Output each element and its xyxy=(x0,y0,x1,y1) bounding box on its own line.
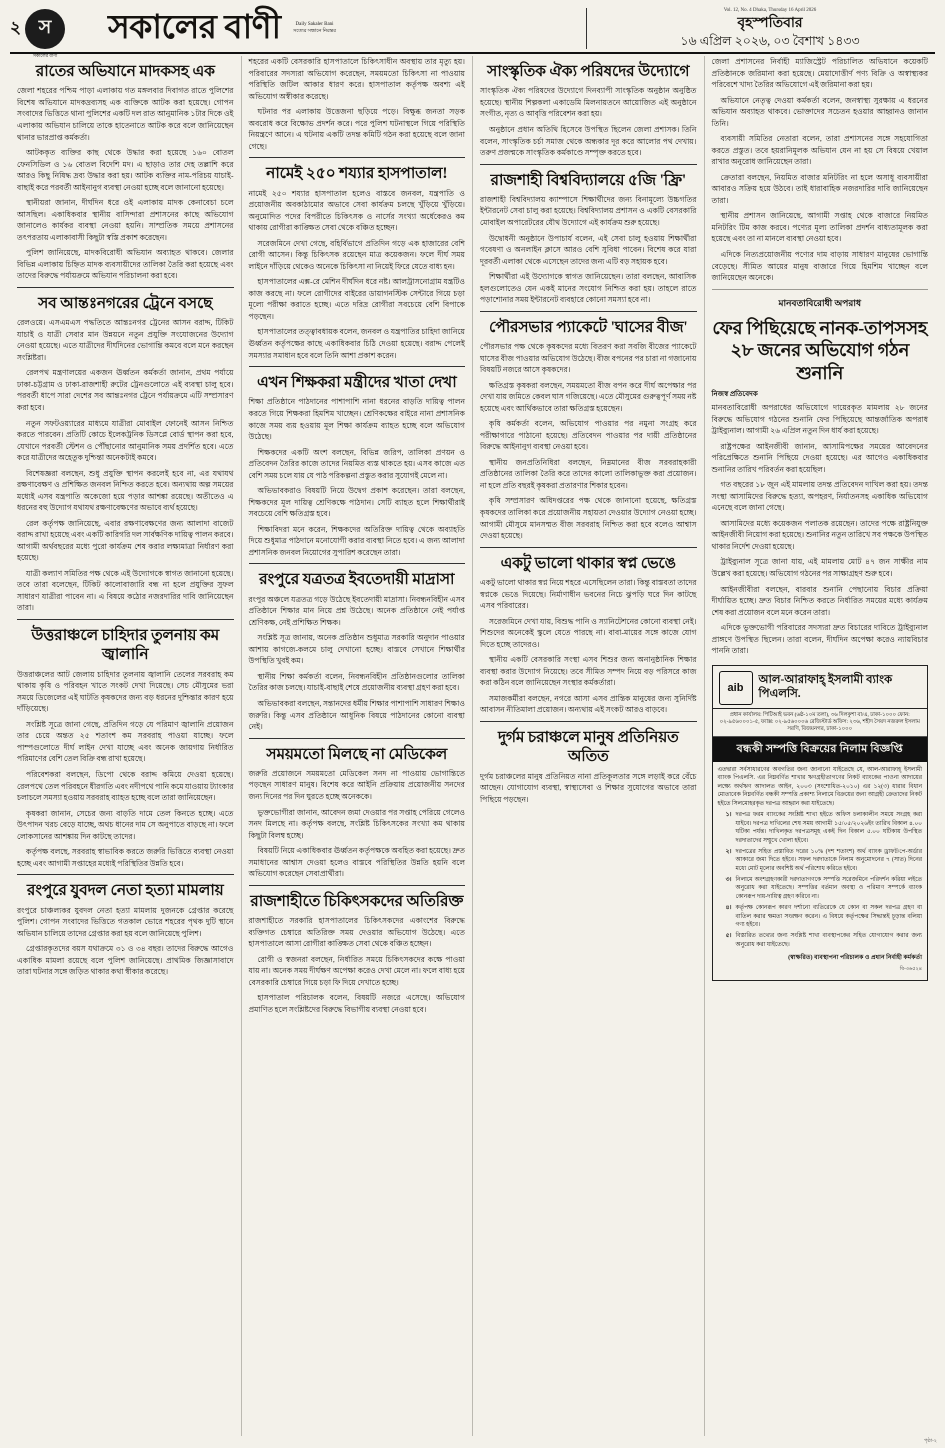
article xyxy=(480,554,697,716)
article-headline: সব আন্তঃনগরের ট্রেনে বসছে xyxy=(38,294,213,312)
article-paragraph: রাজশাহী বিশ্ববিদ্যালয় ক্যাম্পাসে শিক্ষার্থীদের জন্য বিনামূল্যে উচ্চগতির ইন্টারনেট সেবা চালু করা হয়েছে। বিশ্ববিদ্যালয় প্রশাসন ও একটি বেসরকারি মোবাইল অপারেটরের যৌথ উদ্যোগে এই কার্যক্রম শুরু হয়েছে। xyxy=(480,194,697,227)
ad-title: বন্ধকী সম্পত্তি বিক্রয়ের নিলাম বিজ্ঞপ্তি xyxy=(713,737,928,762)
tagline-english: Daily Sakaler Bani xyxy=(295,22,334,27)
article-paragraph: রেল কর্তৃপক্ষ জানিয়েছে, এবার রক্ষণাবেক্ষণের জন্য আলাদা বাজেট বরাদ্দ রাখা হয়েছে এবং একটি কারিগরি দল সার্বক্ষণিক দায়িত্ব পালন করবে। আগামী অর্থবছরের মধ্যে পুরো কার্যক্রম শেষ করার লক্ষ্যমাত্রা নির্ধারণ করা হয়েছে। xyxy=(17,518,234,563)
article-paragraph: সমাজকর্মীরা বলছেন, নগরে আসা এসব প্রান্তিক মানুষের জন্য সুনির্দিষ্ট আবাসন নীতিমালা প্রয়োজন। অন্যথায় এই সংকট আরও বাড়বে। xyxy=(480,693,697,715)
masthead-date: ১৬ এপ্রিল ২০২৬, ০৩ বৈশাখ ১৪৩৩ xyxy=(680,33,860,48)
divider xyxy=(480,547,697,548)
article-paragraph: কৃষি কর্মকর্তা বলেন, অভিযোগ পাওয়ার পর নমুনা সংগ্রহ করে পরীক্ষাগারে পাঠানো হয়েছে। প্রতিবেদন পাওয়ার পর দায়ী প্রতিষ্ঠানের বিরুদ্ধে আইনানুগ ব্যবস্থা নেওয়া হবে। xyxy=(480,419,697,452)
masthead-left xyxy=(10,9,88,58)
bank-logo-icon: aib xyxy=(719,671,753,705)
list-item xyxy=(718,904,923,929)
article-paragraph: স্থানীয় প্রশাসন জানিয়েছে, আগামী সপ্তাহ থেকে বাজারে নিয়মিত মনিটরিং টিম কাজ করবে। পণ্যের মূল্য তালিকা প্রদর্শন বাধ্যতামূলক করা হয়েছে এবং তা না মানলে ব্যবস্থা নেওয়া হবে। xyxy=(711,211,928,244)
newspaper-logo-icon xyxy=(25,9,65,58)
ad-signature: (স্বাক্ষরিত) ব্যবস্থাপনা পরিচালক ও প্রধান নির্বাহী কর্মকর্তা xyxy=(788,954,922,962)
article-paragraph: রাজশাহীতে সরকারি হাসপাতালের চিকিৎসকদের একাংশের বিরুদ্ধে ব্যক্তিগত চেম্বারে অতিরিক্ত সময় দেওয়ার অভিযোগ উঠেছে। এতে হাসপাতালে আসা রোগীরা কাঙ্ক্ষিত সেবা থেকে বঞ্চিত হচ্ছেন। xyxy=(248,916,465,949)
article-byline: নিজস্ব প্রতিবেদক xyxy=(711,390,758,399)
article xyxy=(249,164,466,361)
divider xyxy=(249,885,466,886)
article-paragraph: সংশ্লিষ্ট সূত্র জানায়, অনেক প্রতিষ্ঠান শুধুমাত্র সরকারি অনুদান পাওয়ার আশায় কাগজে-কলমে চালু দেখানো হচ্ছে। বাস্তবে সেখানে শিক্ষার্থীর উপস্থিতি খুবই কম। xyxy=(248,633,465,666)
article-paragraph: নামেই ২৫০ শয্যার হাসপাতাল হলেও বাস্তবে জনবল, যন্ত্রপাতি ও প্রয়োজনীয় অবকাঠামোর অভাবে সেবা কার্যক্রম চলছে খুঁড়িয়ে খুঁড়িয়ে। অনুমোদিত পদের বিপরীতে চিকিৎসক ও নার্সের সংখ্যা অর্ধেকেরও কম থাকায় রোগীরা কাঙ্ক্ষিত সেবা থেকে বঞ্চিত হচ্ছেন। xyxy=(248,188,465,233)
masthead-english-line: Vol. 12, No. 4 Dhaka, Thursday 16 April 2026 xyxy=(723,8,817,14)
ad-code: বি-৩৬৫২৪ xyxy=(899,966,922,972)
divider xyxy=(480,721,697,722)
list-item xyxy=(718,848,923,873)
article xyxy=(17,881,234,978)
article-paragraph: মানবতাবিরোধী অপরাধের অভিযোগে দায়েরকৃত মামলায় ২৮ জনের বিরুদ্ধে অভিযোগ গঠনের শুনানি ফের পিছিয়েছে আন্তর্জাতিক অপরাধ ট্রাইব্যুনাল। আগামী ২৬ এপ্রিল নতুন দিন ধার্য করা হয়েছে। xyxy=(711,403,928,436)
auction-advertisement xyxy=(712,665,929,981)
article-paragraph: রোগী ও স্বজনরা বলছেন, নির্ধারিত সময়ে চিকিৎসকদের কক্ষে পাওয়া যায় না। অনেক সময় দীর্ঘক্ষণ অপেক্ষা করেও দেখা মেলে না। ফলে বাধ্য হয়ে বেসরকারি চেম্বারে গিয়ে চড়া ফি দিয়ে দেখাতে হচ্ছে। xyxy=(248,954,465,987)
divider xyxy=(712,289,929,290)
article-paragraph: সাংস্কৃতিক ঐক্য পরিষদের উদ্যোগে দিনব্যাপী সাংস্কৃতিক অনুষ্ঠান অনুষ্ঠিত হয়েছে। স্থানীয় শিল্পকলা একাডেমি মিলনায়তনে আয়োজিত এই অনুষ্ঠানে সংগীত, নৃত্য ও আবৃত্তি পরিবেশন করা হয়। xyxy=(480,86,697,119)
page-number: ২ xyxy=(10,17,22,37)
item-text: নিলামে অংশগ্রহণকারী দরদাতাগণকে সম্পত্তি সরেজমিনে পরিদর্শন করিয়া লইতে অনুরোধ করা যাইতেছে। সম্পত্তির বর্তমান অবস্থা ও পরিমাণ সম্পর্কে ব্যাংক কোনরূপ দায়-দায়িত্ব গ্রহণ করিবে না। xyxy=(735,877,922,900)
article xyxy=(480,171,697,306)
divider xyxy=(17,287,234,288)
ad-header xyxy=(713,666,928,709)
article-paragraph: জেলা শহরের পশ্চিম পাড়া এলাকায় গত মঙ্গলবার দিবাগত রাতে পুলিশের বিশেষ অভিযানে মাদকদ্রব্যসহ এক ব্যক্তিকে আটক করা হয়েছে। গোপন সংবাদের ভিত্তিতে থানা পুলিশের একটি দল রাত আনুমানিক ১টার দিকে ওই এলাকায় অভিযান চালিয়ে তাকে হাতেনাতে আটক করে বলে জানিয়েছেন থানার ভারপ্রাপ্ত কর্মকর্তা। xyxy=(17,86,234,142)
masthead-day: বৃহস্পতিবার xyxy=(737,16,803,32)
article-paragraph: বিশেষজ্ঞরা বলছেন, শুধু প্রযুক্তি স্থাপন করলেই হবে না, এর যথাযথ রক্ষণাবেক্ষণ ও প্রশিক্ষিত জনবল নিশ্চিত করতে হবে। অন্যথায় অল্প সময়ের মধ্যেই এসব যন্ত্রপাতি অকেজো হয়ে পড়ার আশঙ্কা রয়েছে। অতীতেও এ ধরনের বহু উদ্যোগ যথাযথ রক্ষণাবেক্ষণের অভাবে ব্যর্থ হয়েছে। xyxy=(17,468,234,513)
article-paragraph: গত বছরের ১৮ জুন এই মামলায় তদন্ত প্রতিবেদন দাখিল করা হয়। তদন্ত সংস্থা আসামিদের বিরুদ্ধে হত্যা, অপহরণ, নির্যাতনসহ একাধিক অভিযোগ এনেছে বলে জানা গেছে। xyxy=(711,480,928,513)
article-paragraph: শিক্ষকদের একটি অংশ বলছেন, বিভিন্ন জরিপ, তালিকা প্রণয়ন ও প্রতিবেদন তৈরির কাজে তাদের নিয়মিত ব্যস্ত থাকতে হয়। এসব কাজে এত বেশি সময় চলে যায় যে পাঠ পরিকল্পনা প্রস্তুত করার সুযোগই মেলে না। xyxy=(248,447,465,480)
item-number: ২। xyxy=(725,848,732,855)
article-headline: পৌরসভার প্যাকেটে 'ঘাসের বীজ' xyxy=(489,318,688,336)
article-paragraph: এদিকে ভুক্তভোগী পরিবারের সদস্যরা দ্রুত বিচারের দাবিতে ট্রাইব্যুনাল প্রাঙ্গণে উপস্থিত ছিলেন। তারা বলেন, দীর্ঘদিন অপেক্ষা করেও ন্যায়বিচার পাননি তারা। xyxy=(711,623,928,656)
article-continuation xyxy=(249,56,466,152)
page-columns xyxy=(10,56,935,1436)
article-paragraph: কৃষি সম্প্রসারণ অধিদপ্তরের পক্ষ থেকে জানানো হয়েছে, ক্ষতিগ্রস্ত কৃষকদের তালিকা করে প্রয়োজনীয় সহায়তা দেওয়ার উদ্যোগ নেওয়া হচ্ছে। আগামী মৌসুমে মানসম্মত বীজ সরবরাহ নিশ্চিত করা হবে বলেও আশ্বাস দেওয়া হয়েছে। xyxy=(480,496,697,541)
article-paragraph: আটককৃত ব্যক্তির কাছ থেকে উদ্ধার করা হয়েছে ১৬০ বোতল ফেনসিডিল ও ১৬ বোতল বিদেশি মদ। এ ছাড়াও তার দেহ তল্লাশি করে আরও কিছু নিষিদ্ধ দ্রব্য উদ্ধার করা হয়। আটক ব্যক্তির নাম-পরিচয় যাচাই-বাছাই করে পরবর্তী আইনানুগ ব্যবস্থা নেওয়া হচ্ছে বলে জানানো হয়েছে। xyxy=(17,148,234,192)
masthead-center xyxy=(88,12,586,45)
article-headline: রংপুরে যত্রতত্র ইবতেদায়ী মাদ্রাসা xyxy=(259,571,455,589)
article xyxy=(480,62,697,159)
article-paragraph: দুর্গম চরাঞ্চলের মানুষ প্রতিনিয়ত নানা প্রতিকূলতার সঙ্গে লড়াই করে বেঁচে আছেন। যোগাযোগ ব্যবস্থা, স্বাস্থ্যসেবা ও শিক্ষার সুযোগের অভাবে তারা পিছিয়ে পড়ছেন। xyxy=(480,771,697,804)
masthead-date-block xyxy=(586,8,935,49)
article-paragraph: গ্রেপ্তারকৃতদের বয়স যথাক্রমে ৩১ ও ৩৪ বছর। তাদের বিরুদ্ধে আগেও একাধিক মামলা রয়েছে বলে পুলিশ জানিয়েছে। প্রাথমিক জিজ্ঞাসাবাদে তারা ঘটনার সঙ্গে জড়িত থাকার কথা স্বীকার করেছে। xyxy=(17,944,234,977)
article xyxy=(17,62,234,282)
article xyxy=(249,373,466,558)
logo-letter: স xyxy=(38,16,52,38)
article-headline: সময়মতো মিলছে না মেডিকেল xyxy=(266,745,448,763)
bank-name: আল-আরাফাহ্ ইসলামী ব্যাংক পিএলসি. xyxy=(758,673,893,700)
article-paragraph: পরিবেশকরা বলছেন, ডিপো থেকে বরাদ্দ কমিয়ে দেওয়া হয়েছে। রেলপথে তেল পরিবহনে ধীরগতি এবং নদীপথে পানি কমে যাওয়ায় ট্যাংকার চলাচলে সমস্যা হওয়ায় সরবরাহ ব্যাহত হচ্ছে বলে তারা জানিয়েছেন। xyxy=(17,770,234,803)
article-headline: সাংস্কৃতিক ঐক্য পরিষদের উদ্যোগে xyxy=(487,63,690,80)
article-paragraph: অভিভাবকরা বলছেন, সন্তানদের ধর্মীয় শিক্ষার পাশাপাশি সাধারণ শিক্ষাও জরুরি। কিন্তু এসব প্রতিষ্ঠানে আধুনিক বিষয়ে পাঠদানের কোনো ব্যবস্থা নেই। xyxy=(248,698,465,732)
article-paragraph: হাসপাতাল পরিচালক বলেন, বিষয়টি নজরে এসেছে। অভিযোগ প্রমাণিত হলে সংশ্লিষ্টদের বিরুদ্ধে বিভাগীয় ব্যবস্থা নেওয়া হবে। xyxy=(248,993,465,1014)
article-paragraph: নতুন সফটওয়্যারের মাধ্যমে যাত্রীরা মোবাইল ফোনেই আসন নিশ্চিত করতে পারবেন। প্রতিটি কোচে ইলেকট্রনিক ডিসপ্লে বোর্ড স্থাপন করা হবে, যেখানে পরবর্তী স্টেশন ও পৌঁছানোর আনুমানিক সময় প্রদর্শিত হবে। এতে করে যাত্রীদের অহেতুক দুশ্চিন্তা অনেকটাই কমবে। xyxy=(17,418,234,463)
article-paragraph: একটু ভালো থাকার স্বপ্ন নিয়ে শহরে এসেছিলেন তারা। কিন্তু বাস্তবতা তাদের স্বপ্নকে ভেঙে দিয়েছে। নির্মাণাধীন ভবনের নিচে ঝুপড়ি ঘরে দিন কাটছে এসব পরিবারের। xyxy=(480,577,697,611)
article-headline: একটু ভালো থাকার স্বপ্ন ভেঙে xyxy=(500,554,676,572)
item-text: বিস্তারিত তথ্যের জন্য সংশ্লিষ্ট শাখা ব্যবস্থাপকের সহিত যোগাযোগ করার জন্য অনুরোধ করা যাইতেছে। xyxy=(735,933,922,948)
list-item xyxy=(718,932,923,949)
article-paragraph: সংশ্লিষ্ট সূত্রে জানা গেছে, প্রতিদিন গড়ে যে পরিমাণ জ্বালানি প্রয়োজন তার চেয়ে অন্তত ২৫ শতাংশ কম সরবরাহ পাওয়া যাচ্ছে। ফলে পাম্পগুলোতে দীর্ঘ লাইন দেখা যাচ্ছে এবং অনেক জায়গায় নির্ধারিত পরিমাণের বেশি তেল বিক্রি বন্ধ রাখা হয়েছে। xyxy=(17,719,234,764)
article-paragraph: রংপুর অঞ্চলে যত্রতত্র গড়ে উঠেছে ইবতেদায়ী মাদ্রাসা। নিবন্ধনবিহীন এসব প্রতিষ্ঠানে শিক্ষার মান নিয়ে প্রশ্ন উঠেছে। অনেক প্রতিষ্ঠানে নেই পর্যাপ্ত শ্রেণিকক্ষ, নেই প্রশিক্ষিত শিক্ষক। xyxy=(248,594,465,627)
article-paragraph: আসামিদের মধ্যে কয়েকজন পলাতক রয়েছেন। তাদের পক্ষে রাষ্ট্রনিযুক্ত আইনজীবী নিয়োগ করা হয়েছে। শুনানির নতুন তারিখে সব পক্ষকে উপস্থিত থাকার নির্দেশ দেওয়া হয়েছে। xyxy=(711,518,928,551)
divider xyxy=(249,738,466,739)
article-paragraph: সরেজমিনে দেখা গেছে, বহির্বিভাগে প্রতিদিন গড়ে এক হাজারের বেশি রোগী আসেন। কিন্তু চিকিৎসক রয়েছেন মাত্র কয়েকজন। ফলে দীর্ঘ সময় লাইনে দাঁড়িয়ে থেকেও অনেকে চিকিৎসা না নিয়েই ফিরে যেতে বাধ্য হন। xyxy=(248,238,465,271)
ad-terms-list xyxy=(718,811,923,949)
article-paragraph: এদিকে নিত্যপ্রয়োজনীয় পণ্যের দাম বাড়ায় সাধারণ মানুষের ভোগান্তি বেড়েছে। সীমিত আয়ের মানুষ বাজারে গিয়ে হিমশিম খাচ্ছেন বলে জানিয়েছেন অনেকে। xyxy=(711,249,928,283)
article-headline: রাজশাহী বিশ্ববিদ্যালয়ে ৫জি 'ফ্রি' xyxy=(490,171,687,189)
article-paragraph: স্থানীয় শিক্ষা কর্মকর্তা বলেন, নিবন্ধনবিহীন প্রতিষ্ঠানগুলোর তালিকা তৈরির কাজ চলছে। যাচাই-বাছাই শেষে প্রয়োজনীয় ব্যবস্থা গ্রহণ করা হবে। xyxy=(248,671,465,693)
divider xyxy=(480,311,697,312)
article-paragraph: উদ্বোধনী অনুষ্ঠানে উপাচার্য বলেন, এই সেবা চালু হওয়ায় শিক্ষার্থীরা গবেষণা ও অনলাইন ক্লাসে আরও বেশি সুবিধা পাবেন। বিশেষ করে যারা দূরবর্তী এলাকা থেকে এসেছেন তাদের জন্য এটি বড় সহায়ক হবে। xyxy=(480,233,697,266)
article xyxy=(249,892,466,1016)
article-paragraph: পৌরসভার পক্ষ থেকে কৃষকদের মধ্যে বিতরণ করা সবজি বীজের প্যাকেটে ঘাসের বীজ পাওয়ার অভিযোগ উঠেছে। বীজ বপনের পর চারা না গজানোয় বিষয়টি নজরে আসে কৃষকদের। xyxy=(480,342,697,375)
article xyxy=(480,728,697,805)
article xyxy=(17,626,234,869)
article-headline: ফের পিছিয়েছে নানক-তাপসসহ ২৮ জনের অভিযোগ গঠন শুনানি xyxy=(712,317,928,383)
page-footer-mark: পৃষ্ঠা-২ xyxy=(923,1439,937,1444)
article-headline: উত্তরাঞ্চলে চাহিদার তুলনায় কম জ্বালানি xyxy=(31,627,220,664)
article-paragraph: জরুরি প্রয়োজনে সময়মতো মেডিকেল সনদ না পাওয়ায় ভোগান্তিতে পড়ছেন সাধারণ মানুষ। বিশেষ করে আইনি প্রক্রিয়ায় প্রয়োজনীয় সনদের জন্য দিনের পর দিন ঘুরতে হচ্ছে অনেককে। xyxy=(248,768,465,801)
article-paragraph: হাসপাতালের তত্ত্বাবধায়ক বলেন, জনবল ও যন্ত্রপাতির চাহিদা জানিয়ে ঊর্ধ্বতন কর্তৃপক্ষের কাছে একাধিকবার চিঠি দেওয়া হয়েছে। বরাদ্দ পেলেই সমস্যার সমাধান হবে বলে তিনি আশা প্রকাশ করেন। xyxy=(248,327,465,360)
article-paragraph: রেলওয়ে। এসএমএস পদ্ধতিতে আন্তঃনগর ট্রেনের আসন বরাদ্দ, টিকিট যাচাই ও যাত্রী সেবার মান উন্নয়নে নতুন প্রযুক্তি সংযোজনের উদ্যোগ নেওয়া হয়েছে। এতে যাত্রীদের দীর্ঘদিনের ভোগান্তি কমবে বলে মনে করছেন সংশ্লিষ্টরা। xyxy=(17,318,234,362)
ad-intro: এতদ্বারা সর্বসাধারণের অবগতির জন্য জানানো যাইতেছে যে, আল-আরাফাহ্ ইসলামী ব্যাংক পিএলসি. এর নিম্নবর্ণিত শাখার ঋণগ্রহীতাগণের নিকট ব্যাংকের পাওনা আদায়ের লক্ষ্যে অর্থঋণ আদালত আইন, ২০০৩ (সংশোধিত-২০১০) এর ১২(৩) ধারার বিধান মোতাবেক নিম্নবর্ণিত বন্ধকী সম্পত্তি প্রকাশ্য নিলামে বিক্রয়ের জন্য আগ্রহী ক্রেতাদের নিকট হইতে সিলমোহরকৃত দরপত্র আহ্বান করা যাইতেছে। xyxy=(717,766,922,807)
logo-subtext: সকালের বাণী xyxy=(32,52,58,58)
article-paragraph: শহরের একটি বেসরকারি হাসপাতালে চিকিৎসাধীন অবস্থায় তার মৃত্যু হয়। পরিবারের সদস্যরা অভিযোগ করেছেন, সময়মতো চিকিৎসা না পাওয়ায় পরিস্থিতি জটিল আকার ধারণ করে। হাসপাতাল কর্তৃপক্ষ অবশ্য এই অভিযোগ অস্বীকার করেছে। xyxy=(248,57,465,101)
column-3 xyxy=(473,56,705,1436)
article-paragraph: স্থানীয় জনপ্রতিনিধিরা বলছেন, নিম্নমানের বীজ সরবরাহকারী প্রতিষ্ঠানের তালিকা তৈরি করে তাদের কালো তালিকাভুক্ত করা প্রয়োজন। না হলে প্রতি বছরই কৃষকরা প্রতারণার শিকার হবেন। xyxy=(480,457,697,490)
article-paragraph: উত্তরাঞ্চলের আট জেলায় চাহিদার তুলনায় জ্বালানি তেলের সরবরাহ কম থাকায় কৃষি ও পরিবহন খাতে সংকট দেখা দিয়েছে। সেচ মৌসুমের ভরা সময়ে ডিজেলের এই ঘাটতি কৃষকদের জন্য বড় ধরনের দুশ্চিন্তার কারণ হয়ে দাঁড়িয়েছে। xyxy=(17,669,234,714)
article-paragraph: জেলা প্রশাসনের নির্বাহী ম্যাজিস্ট্রেট পরিচালিত অভিযানে কয়েকটি প্রতিষ্ঠানকে জরিমানা করা হয়েছে। মেয়াদোত্তীর্ণ পণ্য বিক্রি ও অস্বাস্থ্যকর পরিবেশে খাদ্য তৈরির অভিযোগে এই জরিমানা করা হয়। xyxy=(711,57,928,90)
item-number: ১। xyxy=(725,812,732,819)
masthead xyxy=(10,8,935,58)
article-paragraph: ঘটনার পর এলাকায় উত্তেজনা ছড়িয়ে পড়ে। বিক্ষুব্ধ জনতা সড়ক অবরোধ করে বিক্ষোভ প্রদর্শন করে। পরে পুলিশ ঘটনাস্থলে গিয়ে পরিস্থিতি নিয়ন্ত্রণে আনে। এ ঘটনায় একটি তদন্ত কমিটি গঠন করা হয়েছে বলে জানা গেছে। xyxy=(248,107,465,151)
article-paragraph: ক্রেতারা বলছেন, নিয়মিত বাজার মনিটরিং না হলে অসাধু ব্যবসায়ীরা আবারও সক্রিয় হয়ে উঠবে। তাই ধারাবাহিক নজরদারির দাবি জানিয়েছেন তারা। xyxy=(711,172,928,205)
article-headline: এখন শিক্ষকরা মন্ত্রীদের খাতা দেখা xyxy=(256,374,457,392)
article-paragraph: স্থানীয়রা জানান, দীর্ঘদিন ধরে ওই এলাকায় মাদক কেনাবেচা চলে আসছিল। একাধিকবার স্থানীয় বাসিন্দারা প্রশাসনের কাছে অভিযোগ জানালেও কার্যকর ব্যবস্থা নেওয়া হয়নি। সাম্প্রতিক সময়ে প্রশাসনের তৎপরতায় এলাকাবাসী কিছুটা স্বস্তি প্রকাশ করেছেন। xyxy=(17,198,234,242)
article-paragraph: অভিভাবকরাও বিষয়টি নিয়ে উদ্বেগ প্রকাশ করেছেন। তারা বলছেন, শিক্ষকদের মূল দায়িত্ব শ্রেণিকক্ষে পাঠদান। সেটি ব্যাহত হলে শিক্ষার্থীরাই সবচেয়ে বেশি ক্ষতিগ্রস্ত হবে। xyxy=(248,486,465,519)
tagline-bangla: সত্যের সন্ধানে নিরন্তর xyxy=(293,28,336,34)
article-continuation xyxy=(712,56,929,284)
column-4 xyxy=(705,56,936,1436)
divider xyxy=(480,164,697,165)
item-number: ৫। xyxy=(725,933,732,940)
divider xyxy=(249,563,466,564)
column-2 xyxy=(242,56,474,1436)
article xyxy=(249,570,466,732)
article-paragraph: শিক্ষাবিদরা মনে করেন, শিক্ষকদের অতিরিক্ত দায়িত্ব থেকে অব্যাহতি দিয়ে শুধুমাত্র পাঠদানে মনোযোগী করার ব্যবস্থা নিতে হবে। এ জন্য আলাদা প্রশাসনিক জনবল নিয়োগের সুপারিশ করেছেন তারা। xyxy=(248,524,465,557)
article-paragraph: রেলপথ মন্ত্রণালয়ের একজন ঊর্ধ্বতন কর্মকর্তা জানান, প্রথম পর্যায়ে ঢাকা-চট্টগ্রাম ও ঢাকা-রাজশাহী রুটের ট্রেনগুলোতে এই ব্যবস্থা চালু হবে। পরবর্তী ধাপে সারা দেশের সব আন্তঃনগর ট্রেনে পর্যায়ক্রমে এটি সম্প্রসারণ করা হবে। xyxy=(17,368,234,412)
bank-address: প্রধান কার্যালয়: পিটিআই ভবন (৬ষ্ঠ-১০ম তলা), ৩৬ দিলকুশা বা/এ, ঢাকা-১০০০ ফোন: ০২-৯৫৬০০০১-৫, ফ্যাক্স: ০২-৯৫৬০০০৬ রেজিস্টার্ড অফিস: ২৩৬, শহীদ সৈয়দ নজরুল ইসলাম সরণি, বিজয়নগর, ঢাকা-১০০০ xyxy=(713,709,928,737)
article-paragraph: রাষ্ট্রপক্ষের আইনজীবী জানান, আসামিপক্ষের সময়ের আবেদনের পরিপ্রেক্ষিতে শুনানি পিছিয়ে দেওয়া হয়েছে। এর আগেও একাধিকবার শুনানির তারিখ পরিবর্তন করা হয়েছিল। xyxy=(711,441,928,474)
item-number: ৩। xyxy=(725,877,732,884)
ad-body xyxy=(713,762,928,980)
item-text: কর্তৃপক্ষ কোনরূপ কারণ দর্শানো ব্যতিরেকে যে কোন বা সকল দরপত্র গ্রহণ বা বাতিল করার ক্ষমতা সংরক্ষণ করেন। এ বিষয়ে কর্তৃপক্ষের সিদ্ধান্তই চূড়ান্ত বলিয়া গণ্য হইবে। xyxy=(735,905,922,928)
article-paragraph: কর্তৃপক্ষ বলছে, সরবরাহ স্বাভাবিক করতে জরুরি ভিত্তিতে ব্যবস্থা নেওয়া হচ্ছে এবং আগামী সপ্তাহের মধ্যেই পরিস্থিতির উন্নতি হবে। xyxy=(17,847,234,868)
article-headline: দুর্গম চরাঞ্চলে মানুষ প্রতিনিয়ত অতিত xyxy=(497,728,679,766)
article-kicker: মানবতাবিরোধী অপরাধ xyxy=(778,297,861,308)
divider xyxy=(17,874,234,875)
article-paragraph: বিষয়টি নিয়ে একাধিকবার ঊর্ধ্বতন কর্তৃপক্ষকে অবহিত করা হয়েছে। দ্রুত সমাধানের আশ্বাস দেওয়া হলেও বাস্তবে পরিস্থিতির উন্নতি হয়নি বলে অভিযোগ করেছেন সেবাপ্রার্থীরা। xyxy=(248,846,465,879)
article xyxy=(480,318,697,542)
article xyxy=(17,294,234,614)
article-paragraph: অনুষ্ঠানে প্রধান অতিথি হিসেবে উপস্থিত ছিলেন জেলা প্রশাসক। তিনি বলেন, সাংস্কৃতিক চর্চা সমাজ থেকে অন্ধকার দূর করে আলোর পথ দেখায়। তরুণ প্রজন্মকে সাংস্কৃতিক কর্মকাণ্ডে সম্পৃক্ত করতে হবে। xyxy=(480,124,697,158)
article-paragraph: ভুক্তভোগীরা জানান, আবেদন জমা দেওয়ার পর সপ্তাহ পেরিয়ে গেলেও সনদ মিলছে না। কর্তৃপক্ষ বলছে, সংশ্লিষ্ট চিকিৎসকের সংখ্যা কম থাকায় কিছুটা বিলম্ব হচ্ছে। xyxy=(248,807,465,840)
divider xyxy=(249,366,466,367)
item-text: দরপত্রের সহিত প্রস্তাবিত দরের ১০% (দশ শতাংশ) অর্থ ব্যাংক ড্রাফট/পে-অর্ডার আকারে জমা দিতে হইবে। সফল দরদাতাকে নিলাম অনুমোদনের ৭ (সাত) দিনের মধ্যে মোট মূল্যের অবশিষ্ট অর্থ পরিশোধ করিতে হইবে। xyxy=(735,848,922,872)
item-number: ৪। xyxy=(725,905,732,912)
article-headline: নামেই ২৫০ শয্যার হাসপাতাল! xyxy=(266,165,448,183)
divider xyxy=(17,619,234,620)
newspaper-title: সকালের বাণী xyxy=(108,10,281,46)
article-paragraph: অভিযানে নেতৃত্ব দেওয়া কর্মকর্তা বলেন, জনস্বাস্থ্য সুরক্ষায় এ ধরনের অভিযান অব্যাহত থাকবে। ভোক্তাদের সচেতন হওয়ার আহ্বানও জানান তিনি। xyxy=(711,95,928,128)
list-item xyxy=(718,811,923,845)
article-paragraph: কৃষকরা জানান, সেচের জন্য বাড়তি দামে তেল কিনতে হচ্ছে। এতে উৎপাদন খরচ বেড়ে যাচ্ছে, অথচ ধানের দাম সে অনুপাতে বাড়ছে না। ফলে লোকসানের আশঙ্কায় দিন কাটছে তাদের। xyxy=(17,808,234,841)
article-paragraph: সরেজমিনে দেখা যায়, বিশুদ্ধ পানি ও স্যানিটেশনের কোনো ব্যবস্থা নেই। শিশুদের অনেকেই স্কুলে যেতে পারছে না। বাবা-মায়ের সঙ্গে কাজে যোগ দিতে হচ্ছে তাদেরও। xyxy=(480,616,697,649)
list-item xyxy=(718,876,923,901)
divider xyxy=(249,157,466,158)
article-paragraph: হাসপাতালের এক্স-রে মেশিন দীর্ঘদিন ধরে নষ্ট। আলট্রাসনোগ্রাম যন্ত্রটিও কাজ করছে না। ফলে রোগীদের বাইরের ডায়াগনস্টিক সেন্টারে গিয়ে চড়া মূল্যে পরীক্ষা করাতে হচ্ছে। এতে দরিদ্র রোগীরা সবচেয়ে বেশি বিপাকে পড়ছেন। xyxy=(248,277,465,321)
article-paragraph: যাত্রী কল্যাণ সমিতির পক্ষ থেকে এই উদ্যোগকে স্বাগত জানানো হয়েছে। তবে তারা বলেছেন, টিকিট কালোবাজারি বন্ধ না হলে প্রযুক্তির সুফল সাধারণ যাত্রীরা পাবেন না। এ বিষয়ে কঠোর নজরদারির দাবি জানিয়েছেন তারা। xyxy=(17,568,234,613)
article-paragraph: পুলিশ জানিয়েছে, মাদকবিরোধী অভিযান অব্যাহত থাকবে। জেলার বিভিন্ন এলাকায় চিহ্নিত মাদক ব্যবসায়ীদের তালিকা তৈরি করা হয়েছে এবং তাদের বিরুদ্ধে পর্যায়ক্রমে অভিযান পরিচালনা করা হবে। xyxy=(17,248,234,281)
item-text: দরপত্র ফরম ব্যাংকের সংশ্লিষ্ট শাখা হইতে অফিস চলাকালীন সময়ে সংগ্রহ করা যাইবে। দরপত্র দাখিলের শেষ সময় আগামী ১৫/০৫/২০২৬ইং তারিখ বিকাল ৪.০০ ঘটিকা পর্যন্ত। দাখিলকৃত দরপত্রসমূহ একই দিন বিকাল ৫.০০ ঘটিকায় উপস্থিত দরদাতাদের সম্মুখে খোলা হইবে। xyxy=(735,812,922,844)
article-paragraph: ক্ষতিগ্রস্ত কৃষকরা বলছেন, সময়মতো বীজ বপন করে দীর্ঘ অপেক্ষার পর দেখা যায় জমিতে কেবল ঘাস গজিয়েছে। এতে মৌসুমের গুরুত্বপূর্ণ সময় নষ্ট হয়েছে এবং আর্থিকভাবে তারা ক্ষতিগ্রস্ত হয়েছেন। xyxy=(480,380,697,413)
masthead-tagline xyxy=(287,22,343,35)
article-paragraph: শিক্ষার্থীরা এই উদ্যোগকে স্বাগত জানিয়েছেন। তারা বলছেন, আবাসিক হলগুলোতেও যেন একই মানের সংযোগ নিশ্চিত করা হয়। তাহলে রাতে পড়াশোনার সময় ইন্টারনেট ব্যবহারে কোনো সমস্যা হবে না। xyxy=(480,272,697,305)
article-paragraph: আইনজীবীরা বলছেন, বারবার শুনানি পেছানোয় বিচার প্রক্রিয়া দীর্ঘায়িত হচ্ছে। দ্রুত বিচার নিশ্চিত করতে নির্ধারিত সময়ের মধ্যে কার্যক্রম শেষ করা প্রয়োজন বলে মনে করেন তারা। xyxy=(711,584,928,617)
article-paragraph: ট্রাইব্যুনাল সূত্রে জানা যায়, এই মামলায় মোট ৪৭ জন সাক্ষীর নাম উল্লেখ করা হয়েছে। অভিযোগ গঠনের পর সাক্ষ্যগ্রহণ শুরু হবে। xyxy=(711,557,928,578)
article-headline: রাজশাহীতে চিকিৎসকদের অতিরিক্ত xyxy=(250,892,464,910)
column-1 xyxy=(10,56,242,1436)
article xyxy=(249,745,466,880)
article xyxy=(712,296,929,657)
article-paragraph: স্থানীয় একটি বেসরকারি সংস্থা এসব শিশুর জন্য অনানুষ্ঠানিক শিক্ষার ব্যবস্থা করার উদ্যোগ নিয়েছে। তবে সীমিত সম্পদ নিয়ে বড় পরিসরে কাজ করা কঠিন বলে জানিয়েছেন সংস্থার কর্মকর্তারা। xyxy=(480,655,697,688)
article-headline: রাতের অভিযানে মাদকসহ এক xyxy=(35,63,215,80)
article-paragraph: শিক্ষা প্রতিষ্ঠানে পাঠদানের পাশাপাশি নানা ধরনের বাড়তি দায়িত্ব পালন করতে গিয়ে শিক্ষকরা হিমশিম খাচ্ছেন। শ্রেণিকক্ষের বাইরে নানা প্রশাসনিক কাজে সময় ব্যয় হওয়ায় মূল শিক্ষা কার্যক্রম ব্যাহত হচ্ছে বলে অভিযোগ উঠেছে। xyxy=(248,397,465,442)
article-paragraph: ব্যবসায়ী সমিতির নেতারা বলেন, তারা প্রশাসনের সঙ্গে সহযোগিতা করতে প্রস্তুত। তবে হয়রানিমূলক অভিযান যেন না হয় সে বিষয়ে খেয়াল রাখার অনুরোধ জানিয়েছেন তারা। xyxy=(711,134,928,167)
article-paragraph: রংপুরে চাঞ্চল্যকর যুবদল নেতা হত্যা মামলায় দুজনকে গ্রেপ্তার করেছে পুলিশ। গোপন সংবাদের ভিত্তিতে গতকাল ভোরে শহরের পৃথক দুটি স্থানে অভিযান চালিয়ে তাদের গ্রেপ্তার করা হয় বলে জানিয়েছে পুলিশ। xyxy=(17,905,234,938)
article-headline: রংপুরে যুবদল নেতা হত্যা মামলায় xyxy=(26,882,224,900)
